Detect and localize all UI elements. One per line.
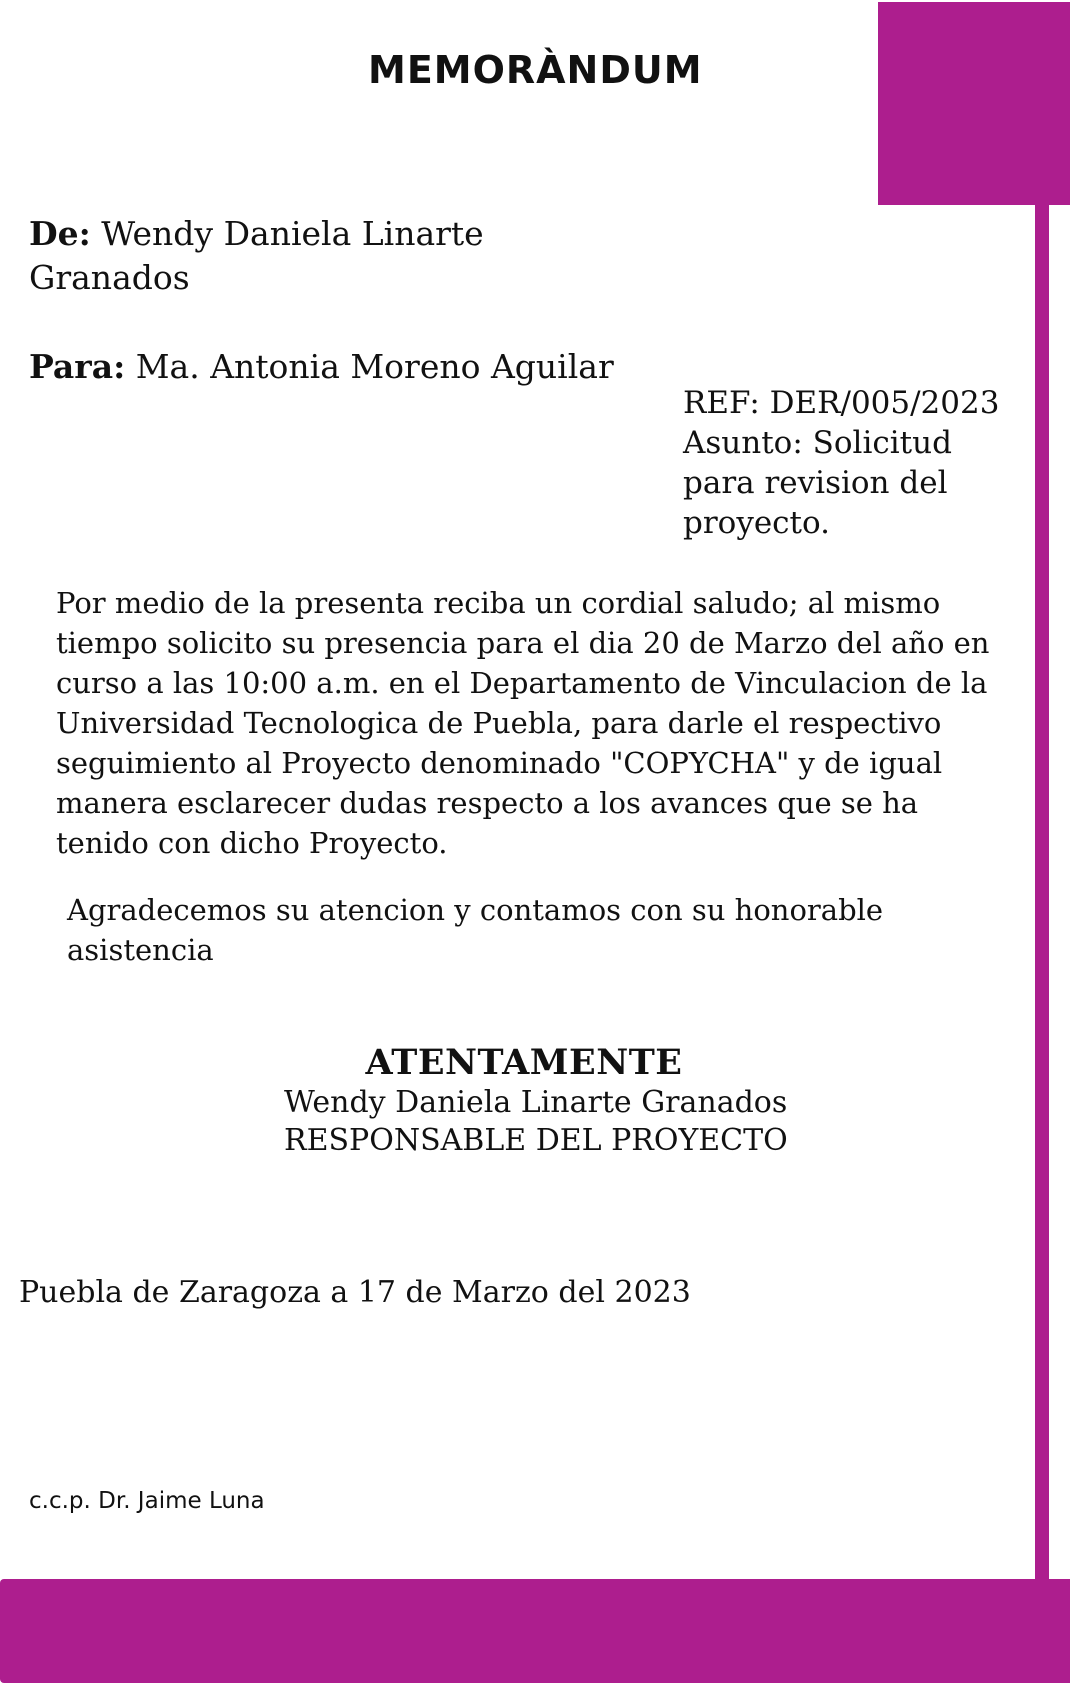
decorative-top-block — [878, 2, 1070, 205]
signature-block — [284, 1044, 804, 1160]
from-label: De: — [29, 214, 91, 253]
to-value: Ma. Antonia Moreno Aguilar — [135, 347, 614, 386]
from-value: Wendy Daniela Linarte Granados — [29, 214, 484, 297]
decorative-bottom-bar — [0, 1579, 1070, 1683]
reference-block — [683, 383, 1028, 543]
reference-number: REF: DER/005/2023 — [683, 385, 1000, 421]
place-and-date: Puebla de Zaragoza a 17 de Marzo del 2023 — [19, 1275, 691, 1310]
signer-role: RESPONSABLE DEL PROYECTO — [284, 1123, 788, 1158]
decorative-vertical-bar — [1035, 200, 1049, 1585]
closing-heading: ATENTAMENTE — [365, 1042, 683, 1083]
signer-name: Wendy Daniela Linarte Granados — [284, 1085, 788, 1120]
from-field — [29, 212, 529, 300]
carbon-copy-line: c.c.p. Dr. Jaime Luna — [29, 1488, 265, 1514]
memo-title: MEMORÀNDUM — [368, 48, 703, 92]
to-field — [29, 345, 729, 389]
thanks-paragraph: Agradecemos su atencion y contamos con su honorable asistencia — [67, 893, 884, 967]
memo-body: Por medio de la presenta reciba un cordial saludo; al mismo tiempo solicito su presencia para el dia 20 de Marzo del año en curso a las 10:00 a.m. en el Departamento de Vinculacion de la Universidad Tecnologica de Puebla, para darle el respectivo seguimiento al Proyecto denominado "COPYCHA" y de igual manera esclarecer dudas respecto a los avances que se ha tenido con dicho Proyecto. — [56, 586, 990, 860]
subject-line: Asunto: Solicitud para revision del proyecto. — [683, 425, 952, 541]
to-label: Para: — [29, 347, 126, 386]
